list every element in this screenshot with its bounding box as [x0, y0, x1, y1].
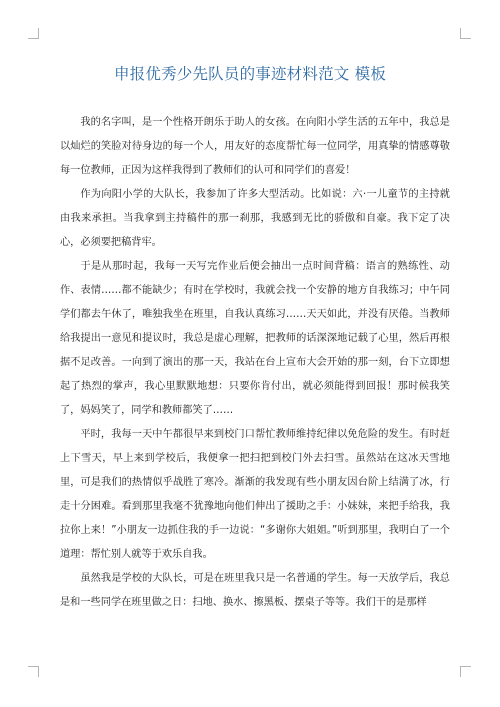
- paragraph-practice: 于是从那时起，我每一天写完作业后便会抽出一点时间背稿：语言的熟练性、动作、表情……都不能缺少；有时在学校时，我就会找一个安静的地方自我练习；中午同学们都去午休了，唯独我坐在班里，自我认真练习……天天如此，并没有厌倦。当教师给我提出一意见和提议时，我总是虚心理解，把教师的话深深地记载了心里，然后再根据不足改善。一向到了演出的那一天，我站在台上宣布大会开始的那一刻，台下立即想起了热烈的掌声，我心里默默地想：只要你肯付出，就必须能得到回报！那时候我笑了，妈妈笑了，同学和教师都笑了……: [60, 261, 450, 416]
- paragraph-host-role: 作为向阳小学的大队长，我参加了许多大型活动。比如说：六·一儿童节的主持就由我来承担。当我拿到主持稿件的那一刹那，我感到无比的骄傲和自豪。我下定了决心，必须要把稿背牢。: [60, 189, 450, 248]
- document-body: [60, 111, 450, 615]
- crop-mark-bottom-left: [28, 666, 39, 677]
- document-title: 申报优秀少先队员的事迹材料范文 模板: [113, 65, 387, 83]
- crop-mark-top-right: [460, 28, 471, 39]
- crop-mark-top-left: [28, 28, 39, 39]
- paragraph-class-duty: 虽然我是学校的大队长，可是在班里我只是一名普通的学生。每一天放学后，我总是和一些同学在班里做之日：扫地、换水、擦黑板、摆桌子等等。我们干的是那样: [60, 573, 450, 608]
- paragraph-duty: 平时，我每一天中午都很早来到校门口帮忙教师维持纪律以免危险的发生。有时赶上下雪天，早上来到学校后，我便拿一把扫把到校门外去扫雪。虽然站在这冰天雪地里，可是我们的热情似乎战胜了寒冷。渐渐的我发现有些小朋友因台阶上结满了冰，行走十分困难。看到那里我毫不犹豫地向他们伸出了援助之手：小妹妹，来把手给我，我拉你上来！”小朋友一边抓住我的手一边说：“多谢你大姐姐。”听到那里，我明白了一个道理：帮忙别人就等于欢乐自我。: [60, 429, 450, 560]
- crop-mark-bottom-right: [460, 666, 471, 677]
- paragraph-intro: 我的名字叫，是一个性格开朗乐于助人的女孩。在向阳小学生活的五年中，我总是以灿烂的笑脸对待身边的每一个人，用友好的态度帮忙每一位同学，用真挚的情感尊敬每一位教师，正因为这样我得到了教师们的认可和同学们的喜爱！: [60, 117, 450, 176]
